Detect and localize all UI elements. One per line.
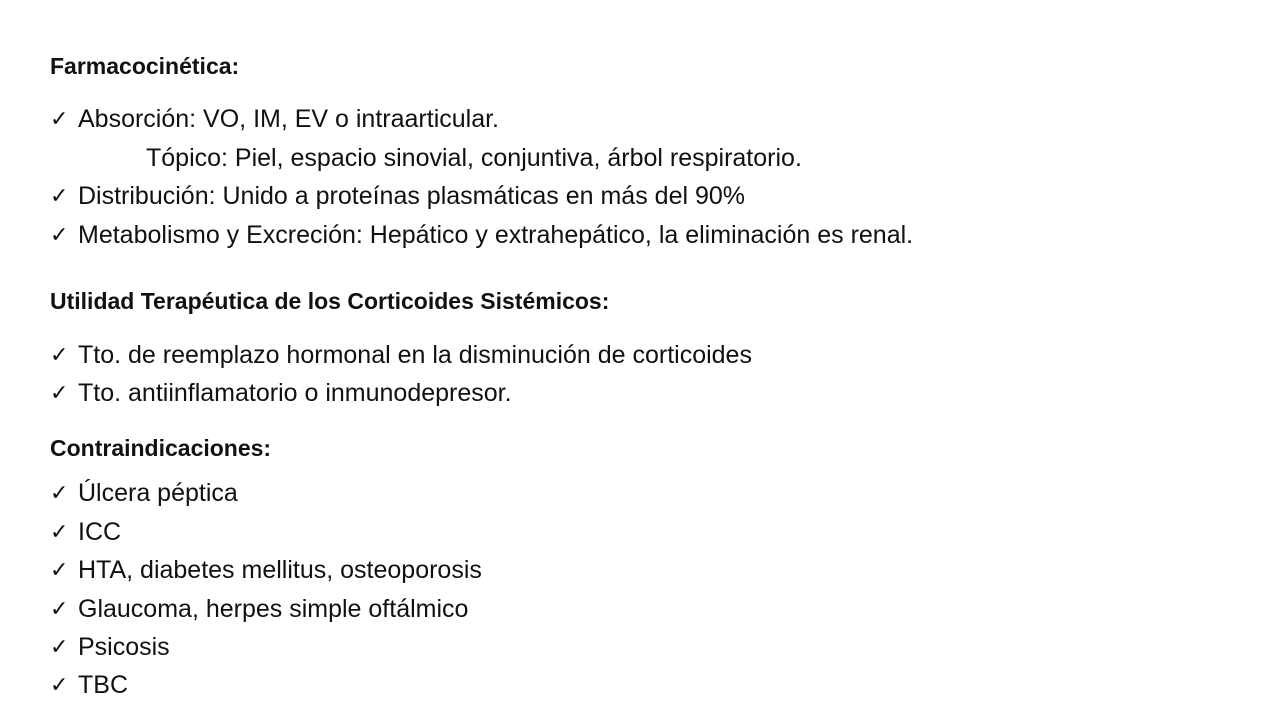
check-icon: ✓: [50, 634, 69, 659]
list-item: [50, 378, 512, 408]
check-icon: ✓: [50, 106, 69, 131]
check-icon: ✓: [50, 519, 69, 544]
list-item: [50, 517, 121, 547]
list-item: [50, 478, 238, 508]
check-icon: ✓: [50, 222, 69, 247]
list-item: [50, 104, 499, 134]
item-text: Tto. antiinflamatorio o inmunodepresor.: [78, 379, 512, 407]
list-item: [50, 555, 482, 585]
item-text: Úlcera péptica: [78, 479, 238, 507]
check-icon: ✓: [50, 672, 69, 697]
item-text: Absorción: VO, IM, EV o intraarticular.: [78, 105, 499, 133]
check-icon: ✓: [50, 342, 69, 367]
sub-line-topico: Tópico: Piel, espacio sinovial, conjuntiva, árbol respiratorio.: [146, 144, 802, 172]
item-text: TBC: [78, 671, 128, 699]
check-icon: ✓: [50, 557, 69, 582]
list-item: [50, 340, 752, 370]
list-item: [50, 670, 128, 700]
list-item: [50, 594, 468, 624]
check-icon: ✓: [50, 183, 69, 208]
heading-utilidad-terapeutica: Utilidad Terapéutica de los Corticoides Sistémicos:: [50, 288, 610, 314]
item-text: Metabolismo y Excreción: Hepático y extrahepático, la eliminación es renal.: [78, 221, 914, 249]
check-icon: ✓: [50, 380, 69, 405]
item-text: Distribución: Unido a proteínas plasmáticas en más del 90%: [78, 182, 746, 210]
item-text: ICC: [78, 518, 122, 546]
item-text: Glaucoma, herpes simple oftálmico: [78, 595, 469, 623]
list-item: [50, 632, 170, 662]
item-text: HTA, diabetes mellitus, osteoporosis: [78, 556, 482, 584]
item-text: Tto. de reemplazo hormonal en la disminución de corticoides: [78, 341, 752, 369]
list-item: [50, 181, 745, 211]
heading-farmacocinetica: Farmacocinética:: [50, 53, 240, 79]
item-text: Psicosis: [78, 633, 170, 661]
list-item: [50, 220, 913, 250]
check-icon: ✓: [50, 596, 69, 621]
heading-contraindicaciones: Contraindicaciones:: [50, 435, 272, 461]
check-icon: ✓: [50, 480, 69, 505]
